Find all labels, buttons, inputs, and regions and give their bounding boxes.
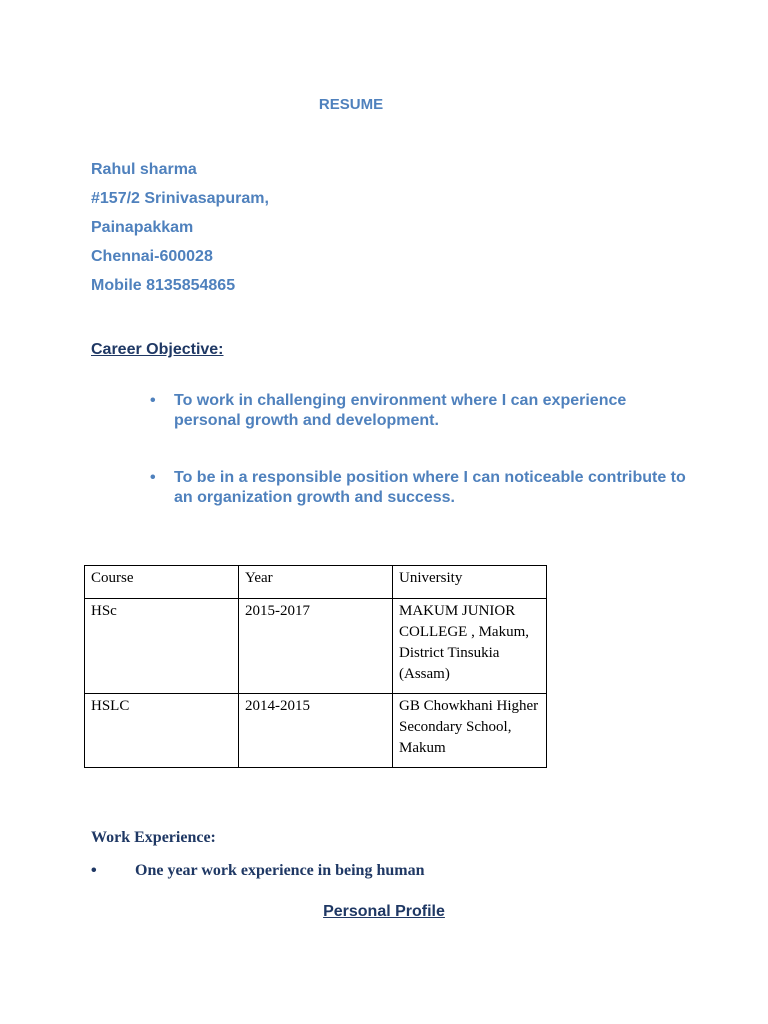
table-row	[85, 694, 547, 768]
career-objective-list	[150, 391, 690, 508]
cell-university: MAKUM JUNIOR COLLEGE , Makum, District Tinsukia (Assam)	[393, 599, 547, 694]
cell-year: 2015-2017	[239, 599, 393, 694]
work-experience-text: One year work experience in being human	[135, 862, 425, 879]
bullet-icon: •	[150, 469, 156, 486]
header-course: Course	[85, 566, 239, 599]
objective-text: To be in a responsible position where I can noticeable contribute to an organization growth and success.	[174, 469, 686, 506]
mobile-number: Mobile 8135854865	[91, 277, 236, 294]
cell-year: 2014-2015	[239, 694, 393, 768]
cell-university: GB Chowkhani Higher Secondary School, Makum	[393, 694, 547, 768]
header-year: Year	[239, 566, 393, 599]
list-item	[91, 862, 424, 880]
bullet-icon: •	[91, 862, 97, 879]
address-line-2: Painapakkam	[91, 219, 194, 236]
candidate-name: Rahul sharma	[91, 161, 197, 178]
list-item	[150, 468, 690, 508]
cell-course: HSLC	[85, 694, 239, 768]
table-header-row	[85, 566, 547, 599]
document-title: RESUME	[318, 96, 384, 113]
cell-course: HSc	[85, 599, 239, 694]
personal-profile-heading: Personal Profile	[323, 903, 445, 920]
work-experience-heading: Work Experience:	[91, 829, 216, 846]
address-block	[91, 155, 269, 300]
address-city: Chennai-600028	[91, 248, 213, 265]
header-university: University	[393, 566, 547, 599]
bullet-icon: •	[150, 392, 156, 409]
objective-text: To work in challenging environment where I can experience personal growth and development.	[174, 392, 627, 429]
address-line-1: #157/2 Srinivasapuram,	[91, 190, 269, 207]
career-objective-heading: Career Objective:	[91, 341, 224, 358]
table-row	[85, 599, 547, 694]
education-table	[84, 565, 547, 768]
list-item	[150, 391, 690, 431]
